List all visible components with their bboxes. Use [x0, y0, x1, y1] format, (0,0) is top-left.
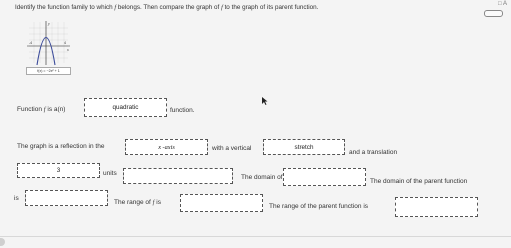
q3-label-parent-domain: The domain of the parent function	[370, 178, 468, 185]
reflection-axis-answer[interactable]: x -axis	[125, 139, 208, 155]
svg-text:x: x	[67, 47, 69, 52]
q3-label-units: units	[103, 170, 117, 177]
question-prompt: Identify the function family to which f belongs. Then compare the graph of f to the graph of its parent function.	[15, 4, 319, 11]
q1-label-function: Function f is a(n)	[17, 106, 66, 113]
q4-label-parent-range: The range of the parent function is	[269, 203, 369, 210]
range-answer[interactable]	[180, 194, 263, 212]
svg-text:4: 4	[64, 41, 66, 45]
parent-domain-answer[interactable]	[25, 190, 108, 206]
q3-label-domain: The domain of	[241, 174, 283, 181]
q4-label-range: The range of f is	[114, 199, 161, 206]
scroll-handle[interactable]	[0, 238, 5, 246]
svg-text:-4: -4	[29, 41, 33, 45]
translation-direction-answer[interactable]	[123, 168, 233, 184]
q1-label-end: function.	[170, 107, 195, 114]
function-graph	[26, 20, 71, 75]
graph-caption: f(x) = −2x² + 1	[26, 67, 71, 75]
q2-label-reflection: The graph is a reflection in the	[17, 143, 105, 150]
bottom-divider	[0, 236, 511, 237]
parent-range-answer[interactable]	[395, 197, 478, 217]
translation-units-answer[interactable]: 3	[17, 163, 100, 178]
vertical-transform-answer[interactable]: stretch	[263, 139, 345, 155]
mouse-cursor-icon	[262, 97, 268, 107]
svg-text:y: y	[48, 21, 50, 26]
expand-icon[interactable]: □	[498, 1, 502, 7]
domain-answer[interactable]	[283, 168, 366, 186]
q4-label-is: is	[14, 195, 19, 202]
overflow-button[interactable]	[484, 10, 503, 17]
function-family-answer[interactable]: quadratic	[84, 98, 167, 117]
q2-label-translation: and a translation	[349, 149, 398, 156]
q2-label-vertical: with a vertical	[212, 145, 252, 152]
text-size-icon[interactable]: A	[502, 1, 507, 7]
window-controls	[498, 1, 507, 7]
